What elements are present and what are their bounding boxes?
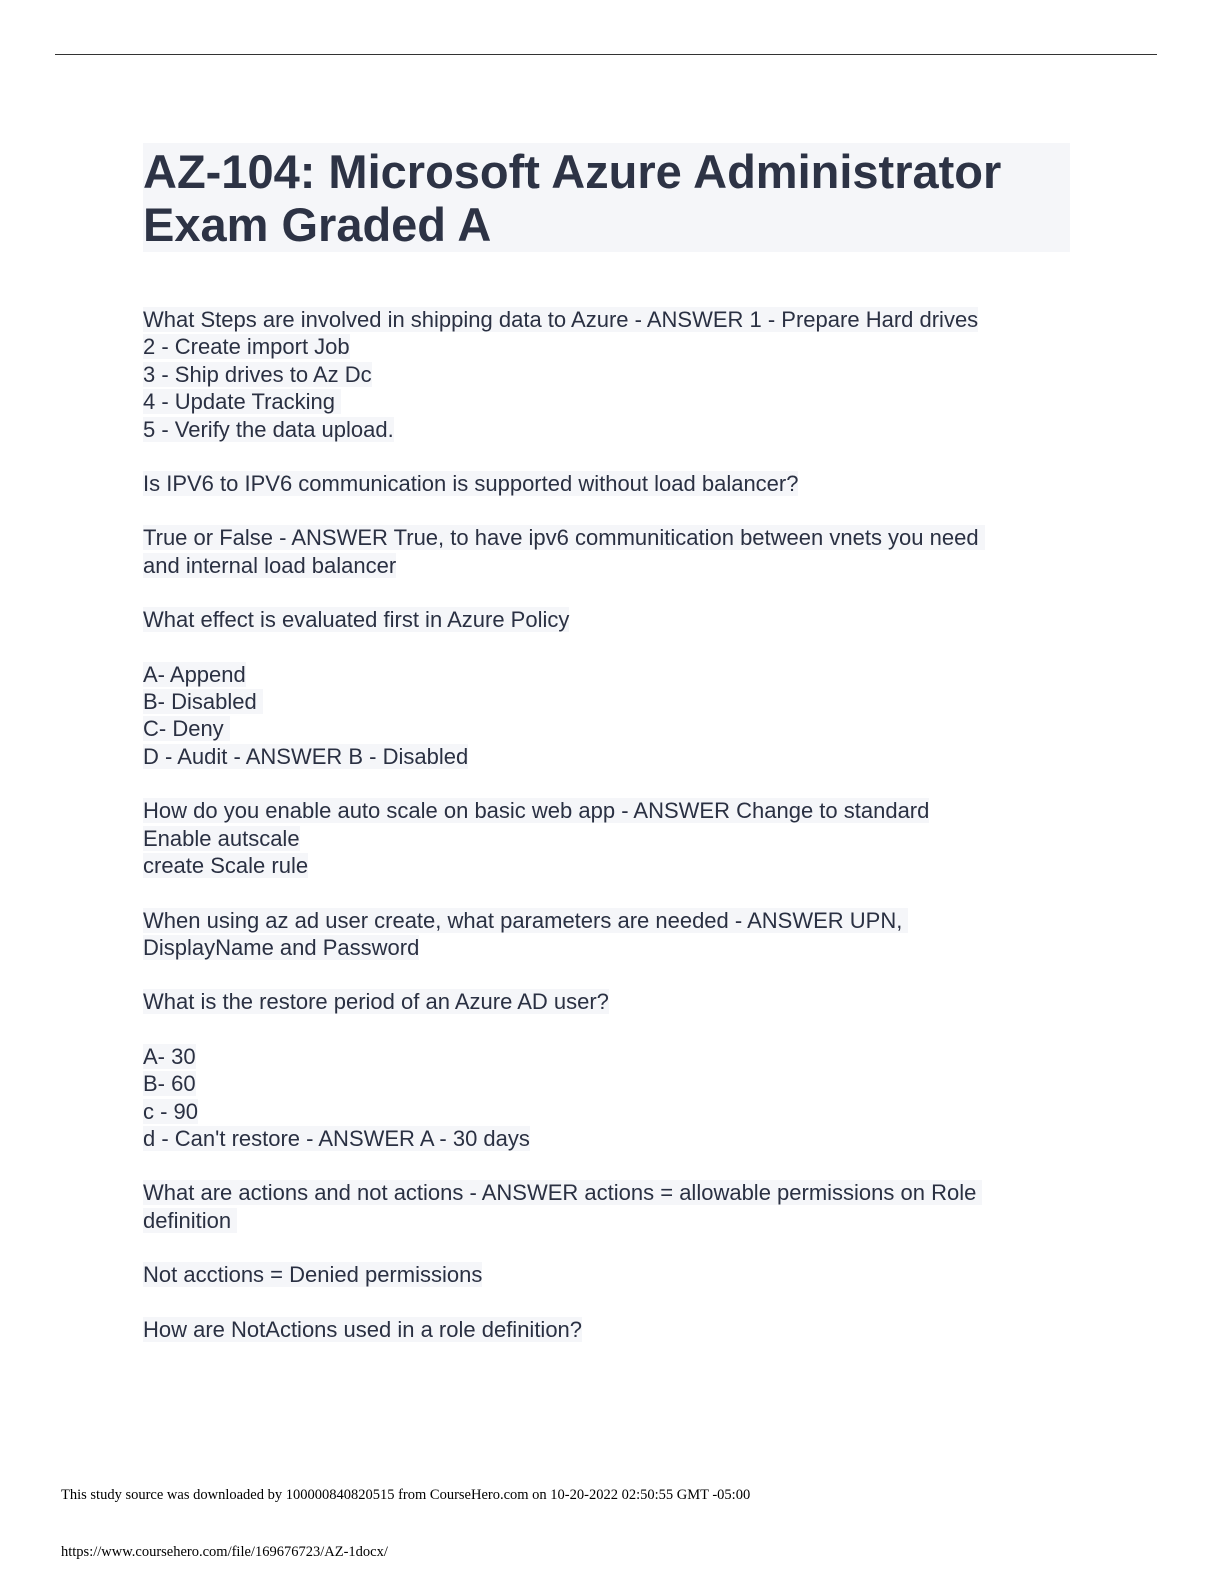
text-line-content: A- 30 [143,1043,196,1069]
text-line-content: What effect is evaluated first in Azure Policy [143,607,570,633]
text-line [143,1316,1083,1343]
text-line [143,688,1083,715]
text-line-content: C- Deny [143,716,230,742]
text-line-content: What is the restore period of an Azure AD user? [143,989,609,1015]
text-line-content: create Scale rule [143,853,309,879]
text-line [143,715,1083,742]
text-line [143,416,1083,443]
text-line-content: When using az ad user create, what parameters are needed - ANSWER UPN, [143,907,909,933]
qa-paragraph [143,470,1083,497]
qa-paragraph [143,1261,1083,1288]
text-line-content: c - 90 [143,1098,199,1124]
text-line-content: 4 - Update Tracking [143,389,342,415]
qa-paragraph [143,988,1083,1015]
download-notice: This study source was downloaded by 100000840820515 from CourseHero.com on 10-20-2022 02:50:55 GMT -05:00 [61,1487,751,1503]
text-line [143,306,1083,333]
text-line-content: DisplayName and Password [143,934,420,960]
text-line-content: D - Audit - ANSWER B - Disabled [143,743,469,769]
text-line [143,524,1083,551]
qa-paragraph [143,1043,1083,1153]
text-line [143,934,1083,961]
text-line [143,825,1083,852]
document-body [143,306,1083,1370]
document-title [143,143,1070,251]
source-url: https://www.coursehero.com/file/169676723/AZ-1docx/ [61,1544,388,1560]
text-line [143,988,1083,1015]
qa-paragraph [143,1316,1083,1343]
text-line [143,1043,1083,1070]
text-line [143,1098,1083,1125]
qa-paragraph [143,661,1083,771]
text-line-content: B- 60 [143,1071,196,1097]
text-line-content: 3 - Ship drives to Az Dc [143,361,372,387]
text-line-content: Not acctions = Denied permissions [143,1262,483,1288]
text-line-content: definition [143,1207,238,1233]
text-line [143,470,1083,497]
text-line [143,388,1083,415]
qa-paragraph [143,907,1083,962]
text-line-content: Is IPV6 to IPV6 communication is supported without load balancer? [143,471,799,497]
text-line [143,606,1083,633]
text-line [143,1125,1083,1152]
text-line-content: d - Can't restore - ANSWER A - 30 days [143,1125,530,1151]
text-line [143,743,1083,770]
qa-paragraph [143,524,1083,579]
text-line-content: What are actions and not actions - ANSWER actions = allowable permissions on Role [143,1180,983,1206]
text-line [143,333,1083,360]
text-line [143,1261,1083,1288]
title-block [143,143,1070,252]
text-line [143,907,1083,934]
title-line: Exam Graded A [143,198,492,251]
text-line [143,1207,1083,1234]
text-line-content: Enable autscale [143,825,300,851]
text-line [143,797,1083,824]
text-line-content: B- Disabled [143,689,263,715]
title-line: AZ-104: Microsoft Azure Administrator [143,145,1002,198]
text-line [143,661,1083,688]
text-line-content: What Steps are involved in shipping data to Azure - ANSWER 1 - Prepare Hard drives [143,307,979,332]
text-line [143,852,1083,879]
text-line [143,1179,1083,1206]
text-line-content: and internal load balancer [143,552,397,578]
qa-paragraph [143,306,1083,443]
text-line-content: A- Append [143,661,246,687]
text-line [143,552,1083,579]
qa-paragraph [143,797,1083,879]
text-line-content: How are NotActions used in a role definition? [143,1316,583,1342]
text-line [143,361,1083,388]
header-rule [55,54,1157,55]
text-line-content: True or False - ANSWER True, to have ipv6 communitication between vnets you need [143,525,985,551]
text-line-content: How do you enable auto scale on basic web app - ANSWER Change to standard [143,798,930,824]
qa-paragraph [143,1179,1083,1234]
text-line-content: 5 - Verify the data upload. [143,416,394,442]
qa-paragraph [143,606,1083,633]
text-line [143,1070,1083,1097]
text-line-content: 2 - Create import Job [143,334,350,360]
